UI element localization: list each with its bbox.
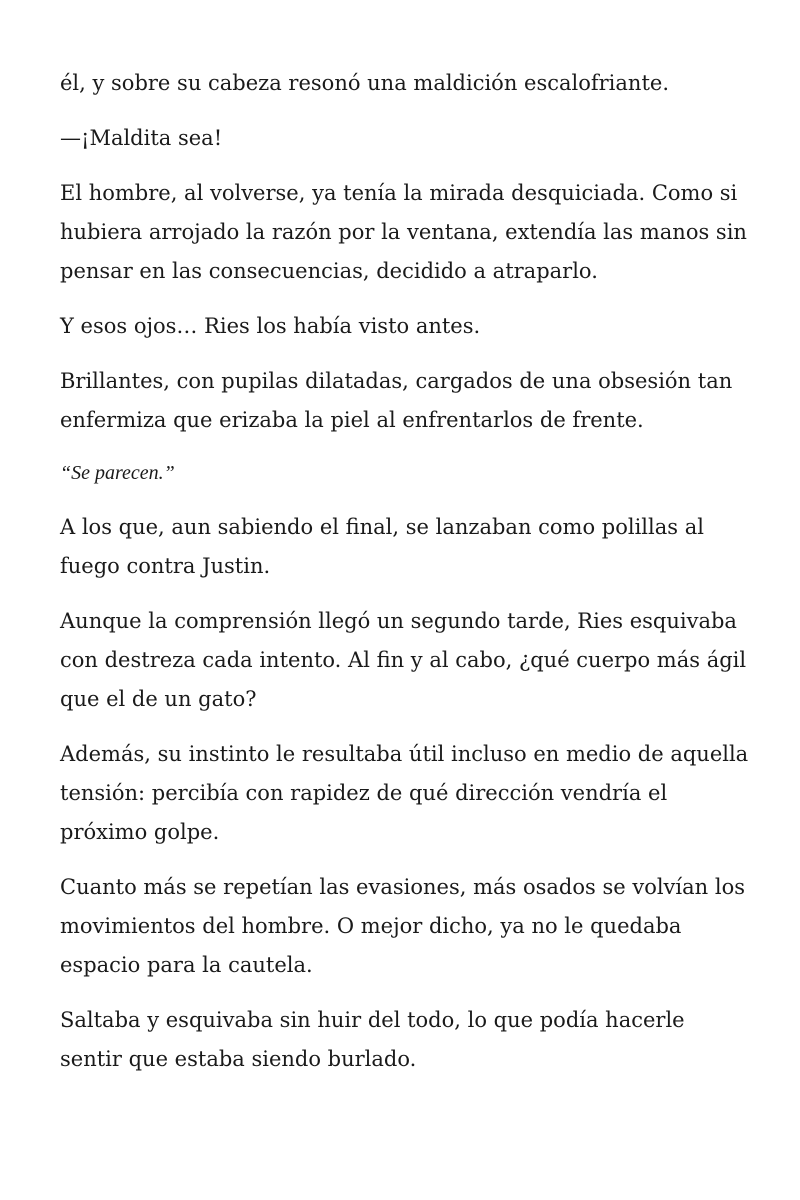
paragraph-evasions: Cuanto más se repetían las evasiones, más osados se volvían los movimientos del hombre. O mejor dicho, ya no le quedaba espacio para la cautela. <box>60 875 745 977</box>
page-text <box>60 64 750 1095</box>
paragraph-instinct: Además, su instinto le resultaba útil incluso en medio de aquella tensión: percibía con rapidez de qué dirección vendría el próximo golpe. <box>60 742 749 844</box>
paragraph-curse: él, y sobre su cabeza resonó una maldición escalofriante. <box>60 71 669 95</box>
paragraph-dodging: Aunque la comprensión llegó un segundo tarde, Ries esquivaba con destreza cada intento. Al fin y al cabo, ¿qué cuerpo más ágil que el de un gato? <box>60 609 747 711</box>
paragraph-thought: “Se parecen.” <box>60 462 175 484</box>
paragraph-exclamation: —¡Maldita sea! <box>60 126 223 150</box>
paragraph-moths: A los que, aun sabiendo el final, se lanzaban como polillas al fuego contra Justin. <box>60 515 704 578</box>
paragraph-mocked: Saltaba y esquivaba sin huir del todo, lo que podía hacerle sentir que estaba siendo burlado. <box>60 1008 685 1071</box>
paragraph-obsession: Brillantes, con pupilas dilatadas, cargados de una obsesión tan enfermiza que erizaba la piel al enfrentarlos de frente. <box>60 369 733 432</box>
paragraph-eyes: Y esos ojos… Ries los había visto antes. <box>60 314 481 338</box>
paragraph-man-turns: El hombre, al volverse, ya tenía la mirada desquiciada. Como si hubiera arrojado la razón por la ventana, extendía las manos sin pensar en las consecuencias, decidido a atraparlo. <box>60 181 747 283</box>
